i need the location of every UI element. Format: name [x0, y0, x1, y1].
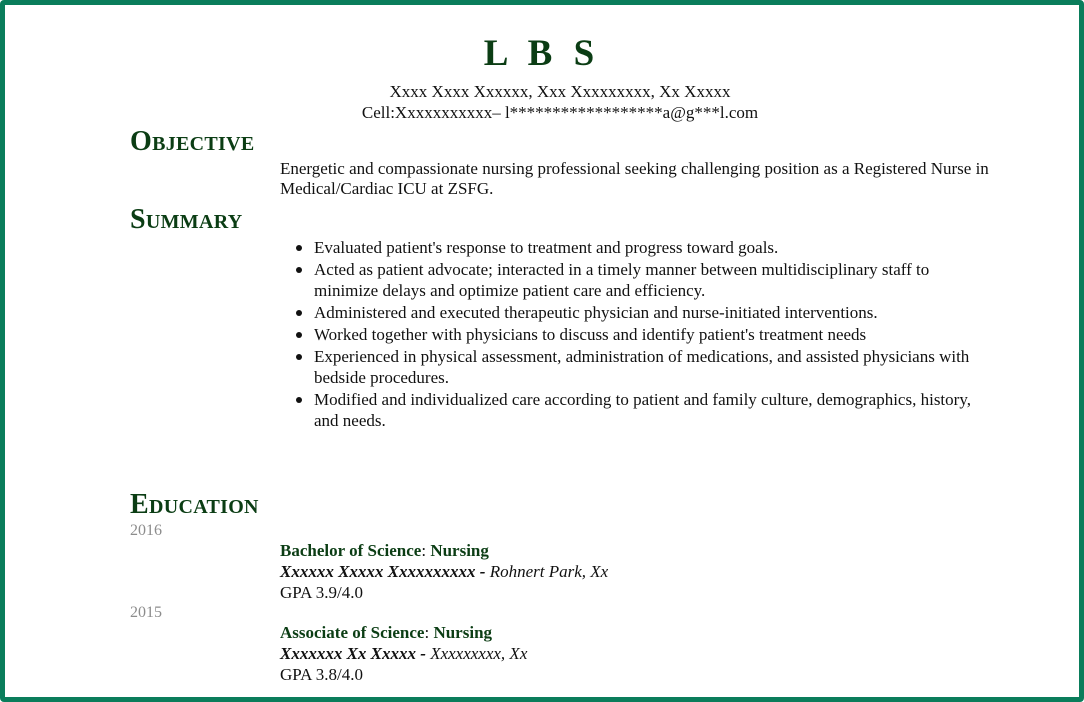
summary-item: Administered and executed therapeutic physician and nurse-initiated interventions.: [314, 302, 994, 323]
gpa: GPA 3.9/4.0: [280, 583, 363, 602]
address-line: Xxxx Xxxx Xxxxxx, Xxx Xxxxxxxxx, Xx Xxxxx: [389, 82, 731, 101]
summary-item: Experienced in physical assessment, administration of medications, and assisted physicians with bedside procedures.: [314, 346, 994, 388]
objective-heading: Objective: [130, 126, 255, 157]
school-location: Xxxxxxxxx, Xx: [430, 644, 528, 663]
degree-line: Bachelor of Science: Nursing: [280, 541, 489, 560]
school-location: Rohnert Park, Xx: [489, 562, 609, 581]
school-line: [280, 561, 980, 582]
education-year: 2015: [130, 604, 162, 621]
summary-item: Modified and individualized care according to patient and family culture, demographics, history, and needs.: [314, 389, 994, 431]
candidate-name: L B S: [483, 33, 601, 74]
summary-item: Acted as patient advocate; interacted in a timely manner between multidisciplinary staff to minimize delays and optimize patient care and efficiency.: [314, 259, 994, 301]
gpa: GPA 3.8/4.0: [280, 665, 363, 684]
summary-list: [314, 237, 994, 432]
degree-name: Bachelor of Science: [280, 541, 422, 560]
degree-field: Nursing: [433, 623, 493, 642]
school-name: Xxxxxx Xxxxx Xxxxxxxxxx -: [280, 562, 486, 581]
degree-line: Associate of Science: Nursing: [280, 623, 493, 642]
education-heading: Education: [130, 489, 259, 520]
degree-name: Associate of Science: [280, 623, 425, 642]
summary-item: Worked together with physicians to discuss and identify patient's treatment needs: [314, 324, 994, 345]
contact-line: Cell:Xxxxxxxxxxx– l******************a@g***l.com: [361, 103, 759, 122]
summary-heading: Summary: [130, 204, 243, 235]
education-entry: [280, 622, 980, 685]
education-year: 2016: [130, 522, 162, 539]
school-name: Xxxxxxx Xx Xxxxx -: [280, 644, 426, 663]
school-line: [280, 643, 980, 664]
objective-text: Energetic and compassionate nursing professional seeking challenging position as a Registered Nurse in Medical/Cardiac ICU at ZSFG.: [280, 159, 989, 198]
education-entry: [280, 540, 980, 603]
summary-item: Evaluated patient's response to treatment and progress toward goals.: [314, 237, 994, 258]
degree-field: Nursing: [430, 541, 489, 560]
